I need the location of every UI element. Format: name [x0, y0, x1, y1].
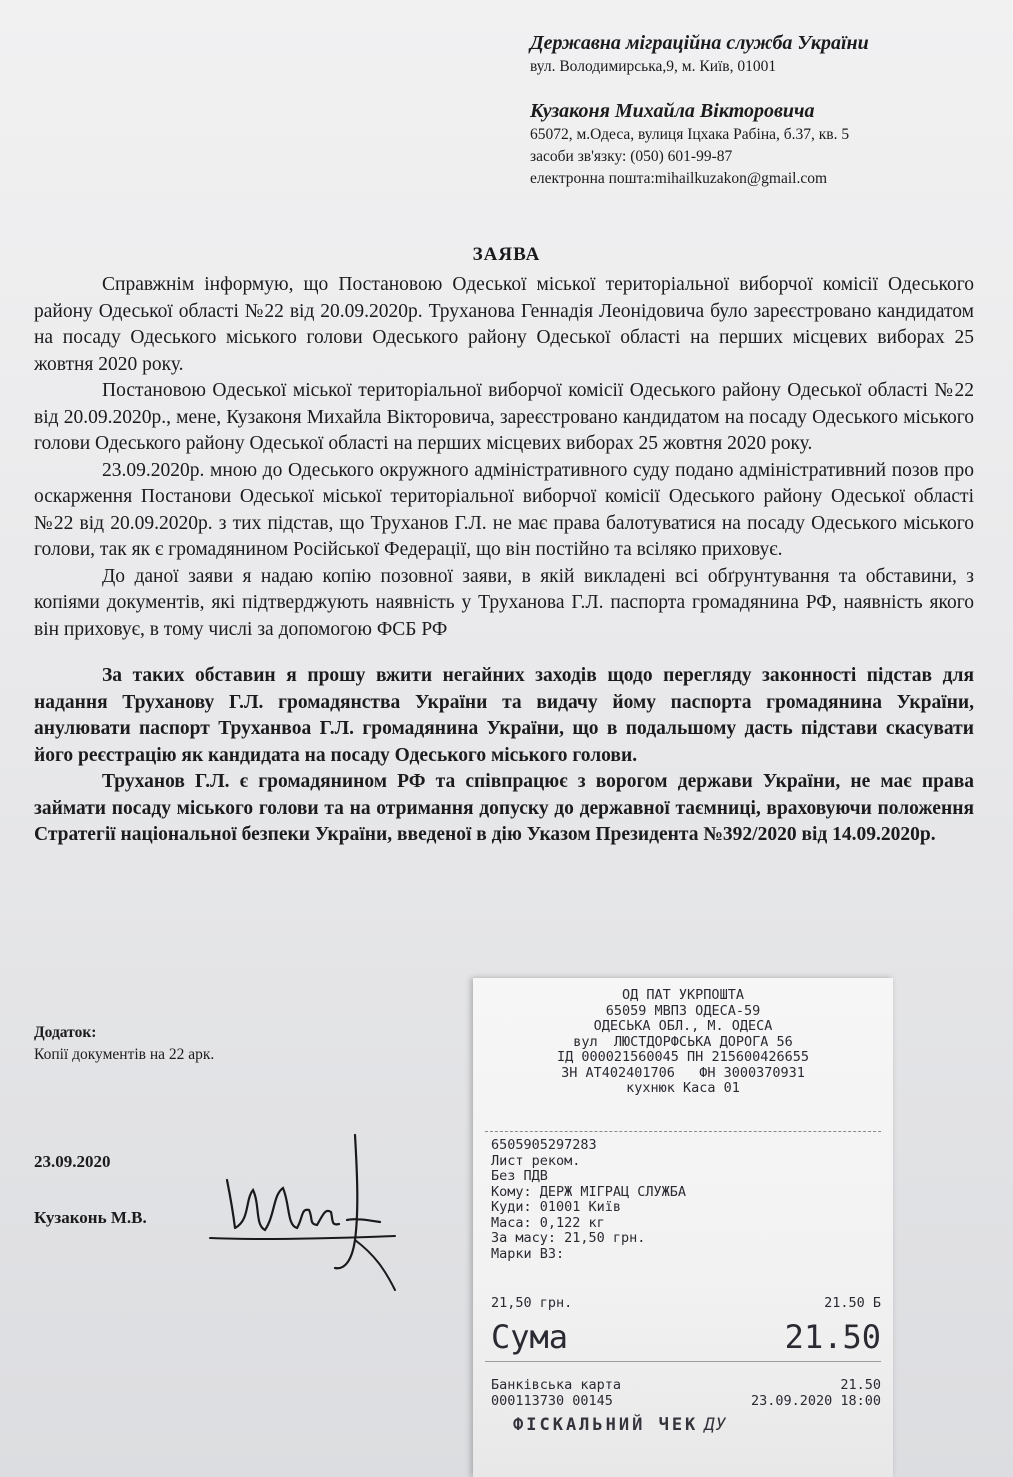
letter-header: [530, 30, 1000, 190]
paragraph: 23.09.2020р. мною до Одеського окружного адміністративного суду подано адміністративний позов про оскарження Постанови Одеської міської територіальної виборчої комісії Одеського району Одеської області №22 від 20.09.2020р. з тих підстав, що Труханов Г.Л. не має права балотуватися на посаду Одеського міського голови, так як є громадянином Російської Федерації, що він постійно та всіляко приховує.: [34, 459, 974, 560]
receipt-line: 6505905297283: [491, 1137, 597, 1153]
receipt-header-line: вул ЛЮСТДОРФСЬКА ДОРОГА 56: [573, 1033, 793, 1050]
receipt-transaction-row: [491, 1394, 881, 1410]
postal-receipt: [473, 978, 893, 1477]
receipt-datetime: 23.09.2020 18:00: [750, 1393, 881, 1409]
receipt-line: Маса: 0,122 кг: [491, 1214, 605, 1231]
document-title: ЗАЯВА: [472, 244, 541, 265]
appendix: [34, 1022, 214, 1066]
receipt-line: Куди: 01001 Київ: [491, 1199, 622, 1215]
appendix-label: Додаток:: [34, 1024, 97, 1041]
sender-email: електронна пошта:mihailkuzakon@gmail.com: [530, 170, 828, 187]
receipt-payment-method: Банківська карта: [491, 1377, 622, 1393]
receipt-items: [491, 1138, 881, 1262]
sender-address: 65072, м.Одеса, вулиця Іцхака Рабіна, б.37, кв. 5: [530, 126, 850, 143]
receipt-header-line: ІД 000021560045 ПН 215600426655: [557, 1049, 809, 1065]
receipt-transaction-id: 000113730 00145: [491, 1393, 613, 1409]
receipt-header-line: кухнюк Каса 01: [626, 1080, 740, 1096]
receipt-total-label: Сума: [491, 1318, 569, 1356]
receipt-line: Марки ВЗ:: [491, 1245, 565, 1262]
sender-name: Кузаконя Михайла Вікторовича: [530, 100, 815, 122]
receipt-header-line: 65059 МВПЗ ОДЕСА-59: [605, 1002, 761, 1019]
receipt-fiscal-suffix: ДУ: [704, 1415, 727, 1435]
receipt-header-line: ОД ПАТ УКРПОШТА: [622, 987, 744, 1003]
receipt-payment-amount: 21.50: [840, 1377, 881, 1393]
receipt-fiscal-label: [513, 1415, 727, 1435]
receipt-amount-left: 21,50 грн.: [491, 1295, 573, 1311]
request-paragraph: За таких обставин я прошу вжити негайних заходів щодо перегляду законності підстав для надання Труханову Г.Л. громадянства України та видачу йому паспорта громадянина України, анулювати паспорт Труханвоа Г.Л. громадянина України, що в подальшому дасть підстави скасувати його реєстрацію як кандидата на посаду Одеського міського голови.: [34, 665, 974, 766]
signer-name: Кузаконь М.В.: [34, 1208, 147, 1227]
receipt-separator: [485, 1361, 881, 1362]
handwritten-signature: [205, 1120, 405, 1295]
request-paragraph: Труханов Г.Л. є громадянином РФ та співпрацює з ворогом держави України, не має права займати посаду міського голови та на отримання допуску до державної таємниці, враховуючи положення Стратегії національної безпеки України, введеної в дію Указом Президента №392/2020 від 14.09.2020р.: [34, 771, 974, 845]
recipient-address: вул. Володимирська,9, м. Київ, 01001: [530, 58, 777, 75]
receipt-header-line: ЗН АТ402401706 ФН 3000370931: [561, 1064, 805, 1081]
receipt-amount-row: [491, 1296, 881, 1312]
sender-phone: засоби зв'язку: (050) 601-99-87: [530, 148, 733, 165]
receipt-amount-right: 21.50 Б: [824, 1295, 881, 1311]
paragraph: Постановою Одеської міської територіальної виборчої комісії Одеського району Одеської області №22 від 20.09.2020р., мене, Кузаконя Михайла Вікторовича, зареєстровано кандидатом на посаду Одеського міського голови Одеського району Одеської області на перших місцевих виборах 25 жовтня 2020 року.: [34, 380, 974, 454]
signature-date: 23.09.2020: [34, 1152, 111, 1171]
receipt-payment-row: [491, 1378, 881, 1394]
receipt-total-row: [491, 1318, 881, 1356]
receipt-fiscal-text: ФІСКАЛЬНИЙ ЧЕК: [513, 1415, 699, 1435]
document-body: [34, 272, 974, 849]
paragraph: До даної заяви я надаю копію позовної заяви, в якій викладені всі обґрунтування та обставини, з копіями документів, які підтверджують наявність у Труханова Г.Л. паспорта громадянина РФ, наявність якого він приховує, в тому числі за допомогою ФСБ РФ: [34, 565, 974, 640]
paragraph: Справжнім інформую, що Постановою Одеської міської територіальної виборчої комісії Одеського району Одеської області №22 від 20.09.2020р. Труханова Геннадія Леонідовича було зареєстровано кандидатом на посаду Одеського міського голови Одеського району Одеської області на перших місцевих виборах 25 жовтня 2020 року.: [34, 274, 974, 375]
receipt-line: За масу: 21,50 грн.: [491, 1230, 646, 1246]
receipt-line: Кому: ДЕРЖ МІГРАЦ СЛУЖБА: [491, 1183, 687, 1200]
receipt-total-value: 21.50: [784, 1318, 881, 1356]
receipt-header-line: ОДЕСЬКА ОБЛ., М. ОДЕСА: [593, 1018, 773, 1034]
receipt-divider: [485, 1131, 881, 1132]
appendix-text: Копії документів на 22 арк.: [34, 1046, 215, 1063]
receipt-line: Лист реком.: [491, 1152, 581, 1169]
receipt-header: [473, 988, 893, 1097]
recipient-name: Державна міграційна служба України: [530, 32, 869, 54]
receipt-line: Без ПДВ: [491, 1168, 548, 1184]
